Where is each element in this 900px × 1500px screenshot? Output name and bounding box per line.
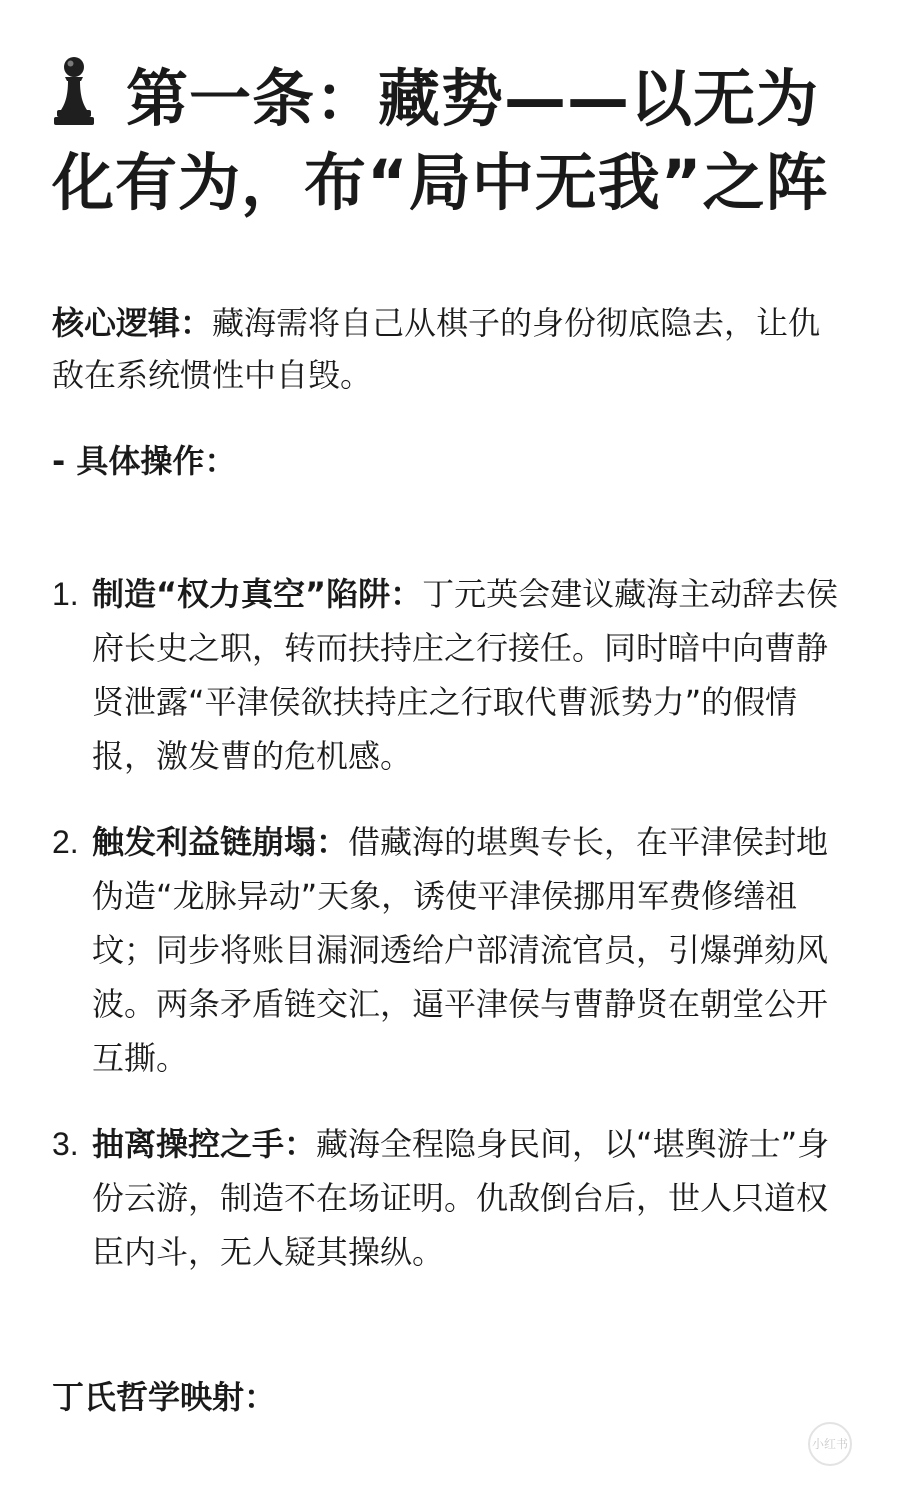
step-number: 1.: [52, 576, 79, 612]
step-label: 触发利益链崩塌：: [92, 823, 349, 861]
step-label: 制造“权力真空”陷阱：: [92, 575, 423, 613]
operations-label: - 具体操作：: [52, 442, 237, 480]
step-text: 藏海全程隐身民间，以“堪舆游士”身份云游，制造不在场证明。仇敌倒台后，世人只道权臣内斗，无人疑其操纵。: [92, 1125, 830, 1271]
list-item: [52, 1117, 852, 1279]
article: [52, 56, 852, 1423]
core-logic-text: 藏海需将自己从棋子的身份彻底隐去，让仇敌在系统惯性中自毁。: [52, 304, 821, 394]
list-item: [52, 567, 852, 783]
core-logic: [52, 297, 852, 401]
article-title: [52, 56, 852, 225]
core-logic-label: 核心逻辑：: [52, 304, 213, 342]
list-item: [52, 815, 852, 1085]
step-label: 抽离操控之手：: [92, 1125, 317, 1163]
watermark-logo: 小红书: [808, 1422, 852, 1466]
step-text: 丁元英会建议藏海主动辞去侯府长史之职，转而扶持庄之行接任。同时暗中向曹静贤泄露“平津侯欲扶持庄之行取代曹派势力”的假情报，激发曹的危机感。: [92, 575, 839, 775]
step-number: 2.: [52, 824, 79, 860]
steps-list: [52, 567, 852, 1279]
chess-pawn-icon: [52, 56, 96, 126]
step-number: 3.: [52, 1126, 79, 1162]
article-title-text: 第一条：藏势——以无为化有为，布“局中无我”之阵: [52, 62, 829, 219]
philosophy-heading: 丁氏哲学映射：: [52, 1378, 277, 1416]
step-text: 借藏海的堪舆专长，在平津侯封地伪造“龙脉异动”天象，诱使平津侯挪用军费修缮祖坟；同步将账目漏洞透给户部清流官员，引爆弹劾风波。两条矛盾链交汇，逼平津侯与曹静贤在朝堂公开互撕。: [92, 823, 829, 1077]
operations-heading: [52, 435, 852, 487]
bottom-fade: [0, 1455, 900, 1500]
